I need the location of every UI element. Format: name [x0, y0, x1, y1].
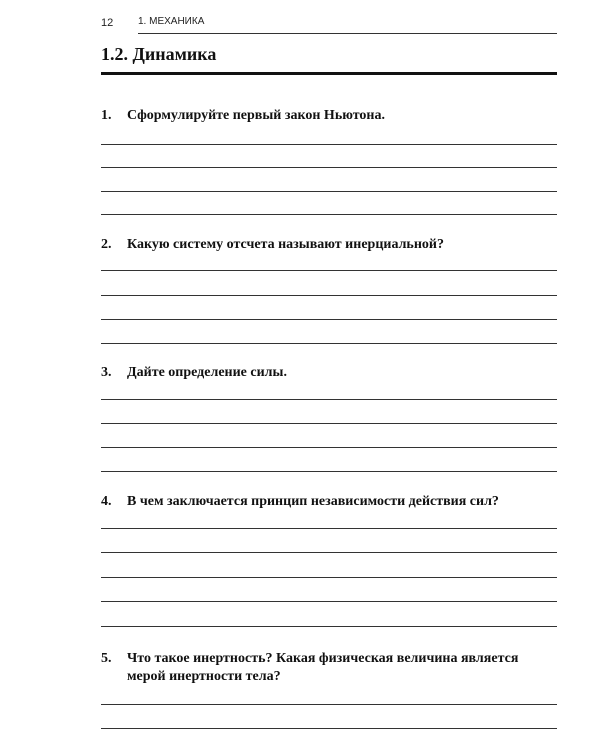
question-2 — [101, 236, 557, 254]
section-title: 1.2. Динамика — [101, 44, 217, 64]
answer-line[interactable] — [101, 423, 557, 424]
answer-line[interactable] — [101, 319, 557, 320]
answer-line[interactable] — [101, 601, 557, 602]
question-number: 1. — [101, 108, 112, 123]
page-number: 12 — [101, 17, 114, 29]
question-text: Какую систему отсчета называют инерциальной? — [127, 237, 444, 252]
answer-line[interactable] — [101, 471, 557, 472]
question-5 — [101, 650, 557, 686]
answer-line[interactable] — [101, 728, 557, 729]
question-text: Сформулируйте первый закон Ньютона. — [127, 108, 386, 123]
question-number: 4. — [101, 494, 112, 509]
answer-line[interactable] — [101, 552, 557, 553]
answer-line[interactable] — [101, 626, 557, 627]
question-3 — [101, 364, 557, 382]
question-text: Дайте определение силы. — [127, 365, 287, 380]
answer-line[interactable] — [101, 270, 557, 271]
answer-line[interactable] — [101, 343, 557, 344]
header-rule — [138, 33, 557, 34]
answer-line[interactable] — [101, 447, 557, 448]
question-number: 5. — [101, 651, 112, 666]
answer-line[interactable] — [101, 577, 557, 578]
answer-line[interactable] — [101, 704, 557, 705]
running-header: 1. МЕХАНИКА — [138, 16, 205, 27]
answer-line[interactable] — [101, 167, 557, 168]
answer-line[interactable] — [101, 144, 557, 145]
answer-line[interactable] — [101, 295, 557, 296]
question-1 — [101, 107, 557, 125]
question-number: 2. — [101, 237, 112, 252]
question-text: Что такое инертность? Какая физическая величина является мерой инертности тела? — [127, 651, 519, 684]
question-text: В чем заключается принцип независимости действия сил? — [127, 494, 499, 509]
answer-line[interactable] — [101, 528, 557, 529]
question-number: 3. — [101, 365, 112, 380]
answer-line[interactable] — [101, 191, 557, 192]
question-4 — [101, 493, 557, 511]
section-rule — [101, 72, 557, 75]
answer-line[interactable] — [101, 399, 557, 400]
answer-line[interactable] — [101, 214, 557, 215]
